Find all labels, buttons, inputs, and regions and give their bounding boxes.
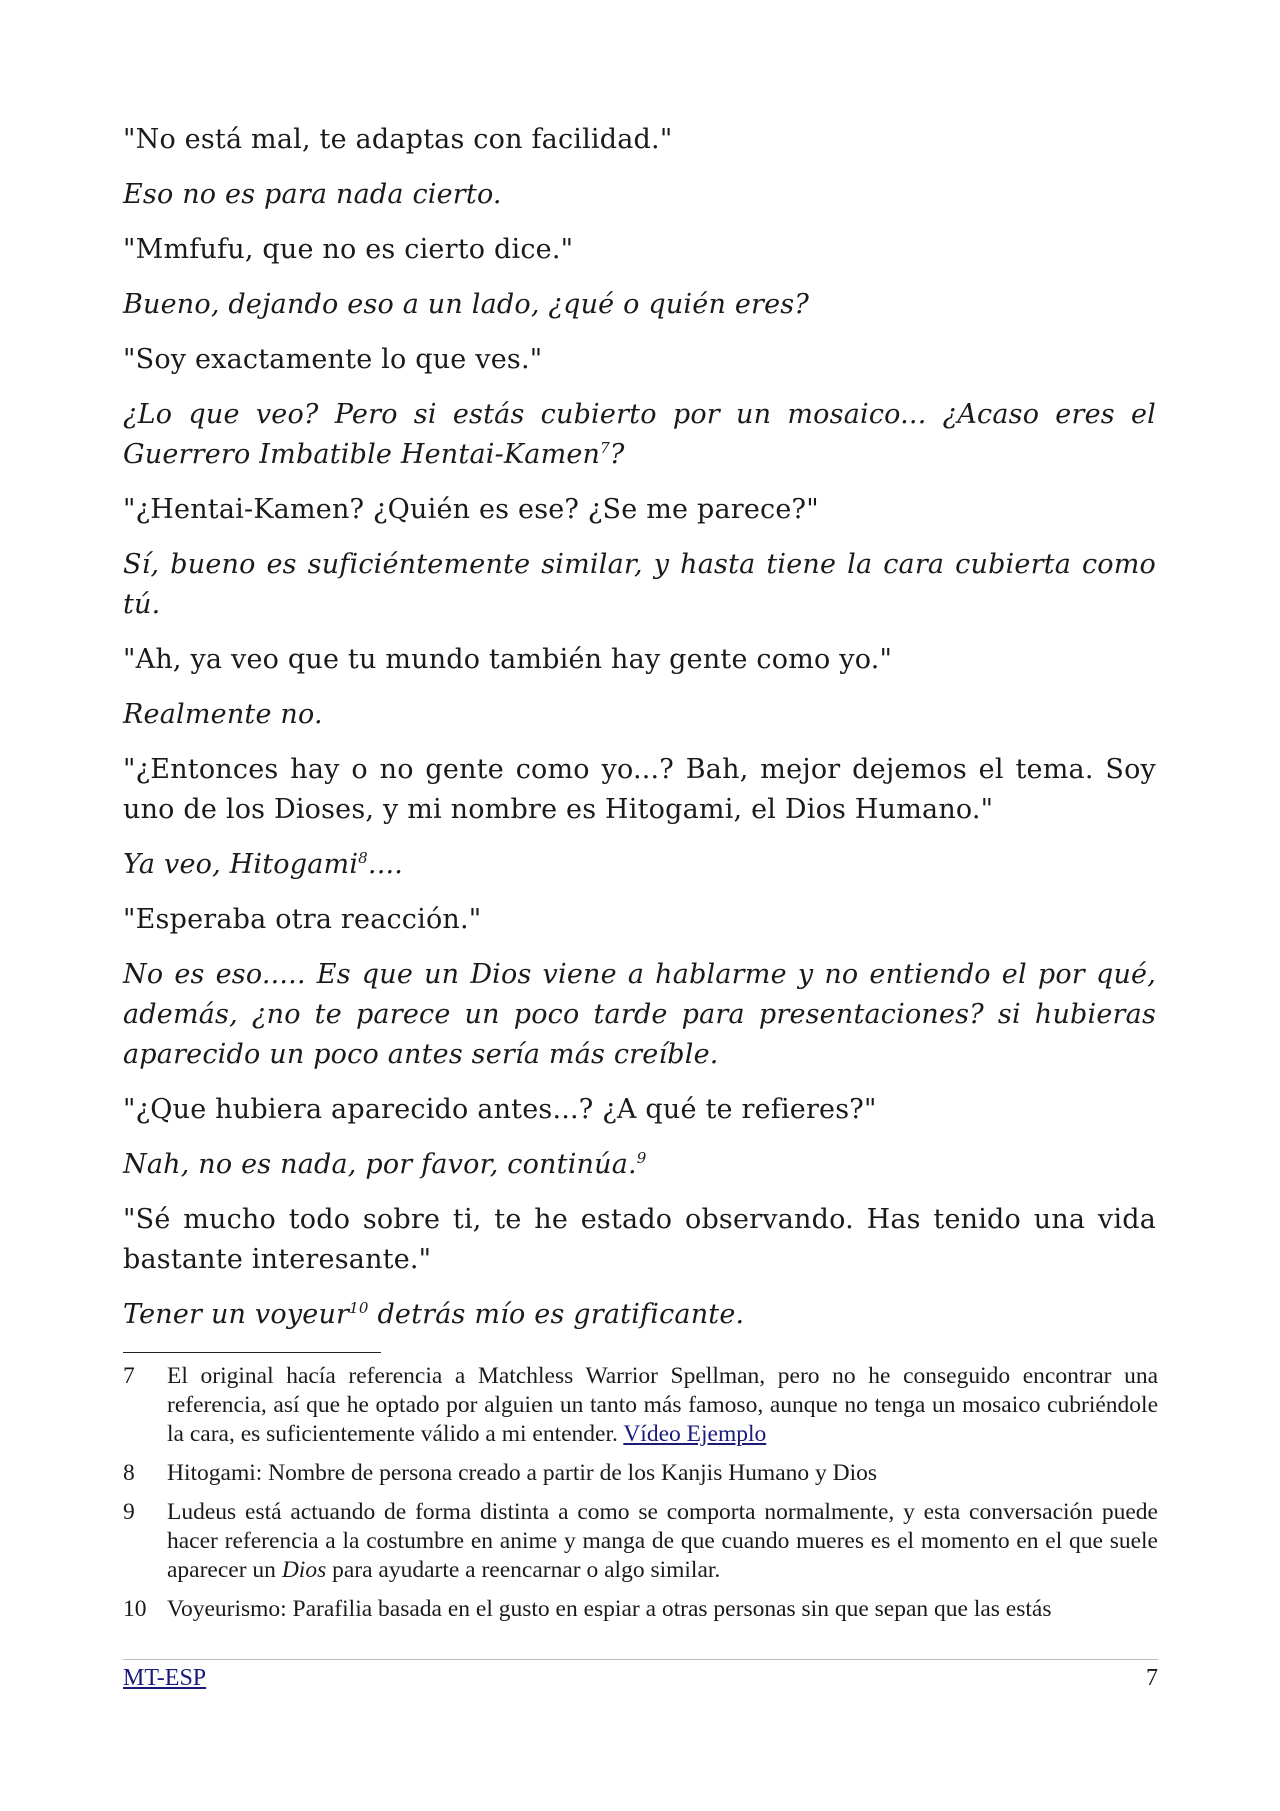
paragraph-text: "No está mal, te adaptas con facilidad." [123, 124, 673, 155]
paragraph-text: "¿Hentai-Kamen? ¿Quién es ese? ¿Se me parece?" [123, 494, 819, 525]
thought-line [123, 955, 1156, 1075]
paragraph-text: "Soy exactamente lo que ves." [123, 344, 543, 375]
footnote-body: Ludeus está actuando de forma distinta a como se comporta normalmente, y esta conversación puede hacer referencia a la costumbre en anime y manga de que cuando mueres es el momento en el que suele aparecer un [167, 1499, 1158, 1583]
dialogue-line [123, 640, 1156, 680]
paragraph-text: Ya veo, Hitogami [123, 849, 359, 880]
footnotes [123, 1362, 1158, 1634]
footnote-ref-9[interactable]: 9 [636, 1149, 647, 1167]
dialogue-line [123, 340, 1156, 380]
paragraph-text-tail: detrás mío es gratificante. [368, 1299, 745, 1330]
dialogue-line [123, 490, 1156, 530]
footnote-emphasis: Dios [281, 1557, 327, 1583]
footnote-text: Hitogami: Nombre de persona creado a partir de los Kanjis Humano y Dios [167, 1460, 878, 1486]
footnote-number: 7 [123, 1363, 135, 1389]
paragraph-text-tail: .... [367, 849, 404, 880]
dialogue-line [123, 750, 1156, 830]
footnote-number: 8 [123, 1460, 135, 1486]
footnote-7 [123, 1362, 1158, 1449]
paragraph-text: Eso no es para nada cierto. [123, 179, 502, 210]
footnote-text [167, 1362, 1158, 1449]
video-example-link[interactable]: Vídeo Ejemplo [623, 1421, 767, 1447]
dialogue-line [123, 1090, 1156, 1130]
thought-line [123, 1295, 1156, 1335]
thought-line [123, 395, 1156, 475]
footnote-number: 9 [123, 1499, 135, 1525]
footer-site-link[interactable]: MT-ESP [123, 1665, 207, 1691]
footnote-number: 10 [123, 1596, 147, 1622]
footnote-ref-7[interactable]: 7 [600, 439, 610, 457]
footnote-ref-10[interactable]: 10 [349, 1299, 369, 1317]
footnote-10 [123, 1595, 1158, 1624]
footer-separator [123, 1659, 1158, 1660]
dialogue-line [123, 230, 1156, 270]
thought-line [123, 285, 1156, 325]
dialogue-line [123, 120, 1156, 160]
paragraph-text: Realmente no. [123, 699, 323, 730]
thought-line [123, 1145, 1156, 1185]
footnote-body-tail: para ayudarte a reencarnar o algo similar. [326, 1557, 721, 1583]
paragraph-text: "¿Que hubiera aparecido antes...? ¿A qué te refieres?" [123, 1094, 877, 1125]
dialogue-line [123, 1200, 1156, 1280]
paragraph-text: ¿Lo que veo? Pero si estás cubierto por un mosaico... ¿Acaso eres el Guerrero Imbatible Hentai-Kamen [123, 399, 1156, 470]
paragraph-text: "¿Entonces hay o no gente como yo...? Bah, mejor dejemos el tema. Soy uno de los Dioses, y mi nombre es Hitogami, el Dios Humano." [123, 754, 1156, 825]
footnote-body: El original hacía referencia a Matchless Warrior Spellman, pero no he conseguido encontrar una referencia, así que he optado por alguien un tanto más famoso, aunque no tenga un mosaico cubriéndole la cara, es suficientemente válido a mi entender. [167, 1363, 1158, 1447]
thought-line [123, 545, 1156, 625]
paragraph-text: "Mmfufu, que no es cierto dice." [123, 234, 574, 265]
paragraph-text: "Esperaba otra reacción." [123, 904, 482, 935]
paragraph-text: "Sé mucho todo sobre ti, te he estado observando. Has tenido una vida bastante interesante." [123, 1204, 1156, 1275]
paragraph-text: "Ah, ya veo que tu mundo también hay gente como yo." [123, 644, 893, 675]
footnote-9 [123, 1498, 1158, 1585]
paragraph-text: No es eso..... Es que un Dios viene a hablarme y no entiendo el por qué, además, ¿no te parece un poco tarde para presentaciones? si hubieras aparecido un poco antes sería más creíble. [123, 959, 1156, 1070]
page-number: 7 [1146, 1665, 1158, 1691]
paragraph-text-tail: ? [609, 439, 625, 470]
paragraph-text: Bueno, dejando eso a un lado, ¿qué o quién eres? [123, 289, 810, 320]
paragraph-text: Nah, no es nada, por favor, continúa. [123, 1149, 637, 1180]
thought-line [123, 845, 1156, 885]
footnote-8 [123, 1459, 1158, 1488]
paragraph-text: Tener un voyeur [123, 1299, 350, 1330]
footnote-text [167, 1498, 1158, 1585]
footnote-separator [123, 1352, 381, 1353]
thought-line [123, 695, 1156, 735]
paragraph-text: Sí, bueno es suficiéntemente similar, y hasta tiene la cara cubierta como tú. [123, 549, 1156, 620]
footnote-ref-8[interactable]: 8 [358, 849, 368, 867]
body-text [123, 120, 1156, 1350]
footnote-text: Voyeurismo: Parafilia basada en el gusto en espiar a otras personas sin que sepan que las estás [167, 1596, 1052, 1622]
dialogue-line [123, 900, 1156, 940]
thought-line [123, 175, 1156, 215]
